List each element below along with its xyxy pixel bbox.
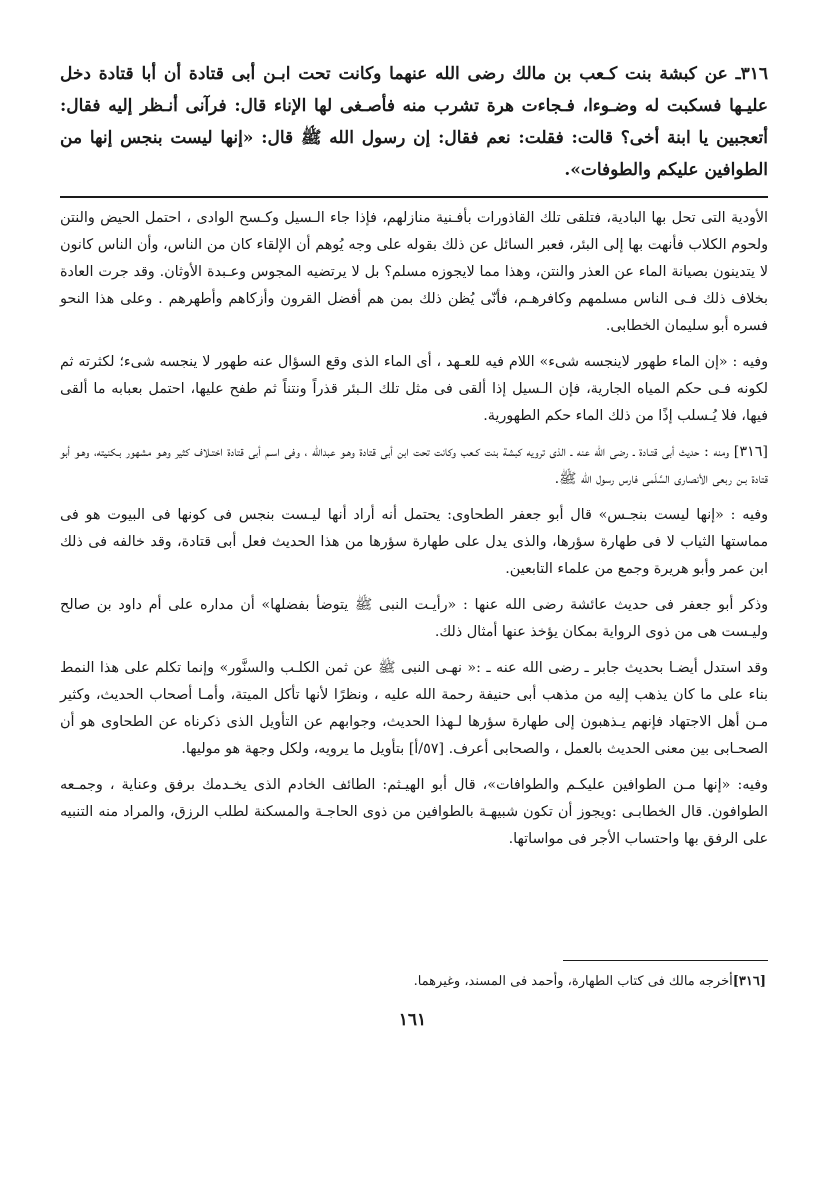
footnote — [60, 970, 766, 994]
commentary-paragraph: وقد استدل أيضـا بحديث جابر ـ رضى الله عنه ـ :« نهـى النبى ﷺ عن ثمن الكلـب والسنَّور» وإنما تكلم على هذا النمط بناء على ما كان يذهب إليه من مذهب أبى حنيفة رحمة الله عليه ، ونظرًا لأنها تأكل الميتة، وأمـا أصحاب الحديث، وكثير مـن أهل الاجتهاد فإنهم يـذهبون إلى طهارة سؤرها لـهذا الحديث، وجوابهم عن التأويل الذى ذكرناه عن الطحاوى هو أن الصحـابى بين معنى الحديث بالعمل ، والصحابى أعرف. [٥٧/أ] بتأويل ما يرويه، ولكل وجهة هو موليها. — [60, 660, 768, 757]
commentary-paragraph: وذكر أبو جعفر فى حديث عائشة رضى الله عنها : «رأيـت النبى ﷺ يتوضأ بفضلها» أن مداره على أم داود بن صالح وليـست هى من ذوى الرواية بمكان يؤخذ عنها أمثال ذلك. — [60, 597, 768, 640]
hadith-number: ٣١٦ — [740, 64, 768, 84]
commentary-block — [60, 205, 768, 861]
commentary-paragraph: وفيه : «إن الماء طهور لاينجسه شىء» اللام فيه للعـهد ، أى الماء الذى وقع السؤال عنه طهور لا ينجسه شىء؛ لكثرته ثم لكونه فـى حكم المياه الجارية، فإن الـسيل إذا ألقى فى مثل تلك الـبئر قذراً ونتناً ثم طفح عليها، احتمل بعبابه ما ألقى فيها، فلا يُـسلب إذًا من ذلك الماء حكم الطهورية. — [60, 354, 768, 424]
hadith-number-dash: ـ — [727, 64, 741, 84]
footnote-text: أخرجه مالك فى كتاب الطهارة، وأحمد فى المسند، وغيرهما. — [413, 974, 733, 989]
hadith-text-block — [60, 58, 768, 186]
footnote-number: [٣١٦] — [732, 974, 766, 989]
hadith-body: عن كبشة بنت كـعب بن مالك رضى الله عنهما وكانت تحت ابـن أبى قتادة أن أبا قتادة دخل عليـها فسكبت له وضـوءا، فـجاءت هرة تشرب منه فأصـغى لها الإناء قال: فرآنى أنـظر إليه فقال: أتعجبين يا ابنة أخى؟ قالت: فقلت: نعم فقال: إن رسول الله ﷺ قال: «إنها ليست بنجس إنها من الطوافين عليكم والطوفات». — [60, 64, 768, 180]
commentary-paragraph: وفيه : «إنها ليست بنجـس» قال أبو جعفر الطحاوى: يحتمل أنه أراد أنها ليـست بنجس فى كونها فى البيوت هو فى مماستها الثياب لا فى طهارة سؤرها، والذى يدل على طهارة سؤرها من هذا الحديث فعل أبى قتادة، وقد خالفه فى ذلك ابن عمر وأبو هريرة وجمع من علماء التابعين. — [60, 507, 768, 577]
footnote-divider — [563, 960, 768, 961]
page-number: ١٦١ — [398, 1010, 427, 1030]
commentary-paragraph: [٣١٦] ومنه : حديث أبى قتـادة ـ رضى الله عنه ـ الذى ترويه كبشة بنت كـعب وكانت تحت ابن أبى قتادة وهـو عبدالله ، وفى اسـم أبى قتادة اختـلاف كثير وهـو مشهور بـكنيته، وهـو أبو قتادة بـن ربعى الأنصارى السَّلَمى فارس رسول الله ﷺ. — [60, 444, 768, 487]
section-divider — [60, 196, 768, 198]
commentary-paragraph: وفيه: «إنها مـن الطوافين عليكـم والطوافات»، قال أبو الهيـثم: الطائف الخادم الذى يخـدمك برفق وعناية ، وجمـعه الطوافون. قال الخطابـى :ويجوز أن تكون شبيهـة بالطوافين من ذوى الحاجـة والمسكنة لطلب الرزق، والمراد منه التنبيه على الرفق بها واحتساب الأجر فى مواساتها. — [60, 777, 768, 847]
commentary-paragraph: الأودية التى تحل بها البادية، فتلقى تلك القاذورات بأفـنية منازلهم، فإذا جاء الـسيل وكـسح الوادى ، احتمل الحيض والنتن ولحوم الكلاب فأنهت بها إلى البئر، فعبر السائل عن ذلك بقوله على وجه يُوهم أن الإلقاء كان من الناس، وأن الناس كانون لا يتدينون بصيانة الماء عن العذر والنتن، وهذا مما لايجوزه مسلم؟ بل لا يرتضيه المجوس وعـبدة الأوثان. وقد جرت العادة بخلاف ذلك فـى الناس مسلمهم وكافرهـم، فأنّى يُظن ذلك بمن هم أفضل القرون وأزكاهم وأطهرهم . وعلى هذا النحو فسره أبو سليمان الخطابى. — [60, 210, 768, 334]
